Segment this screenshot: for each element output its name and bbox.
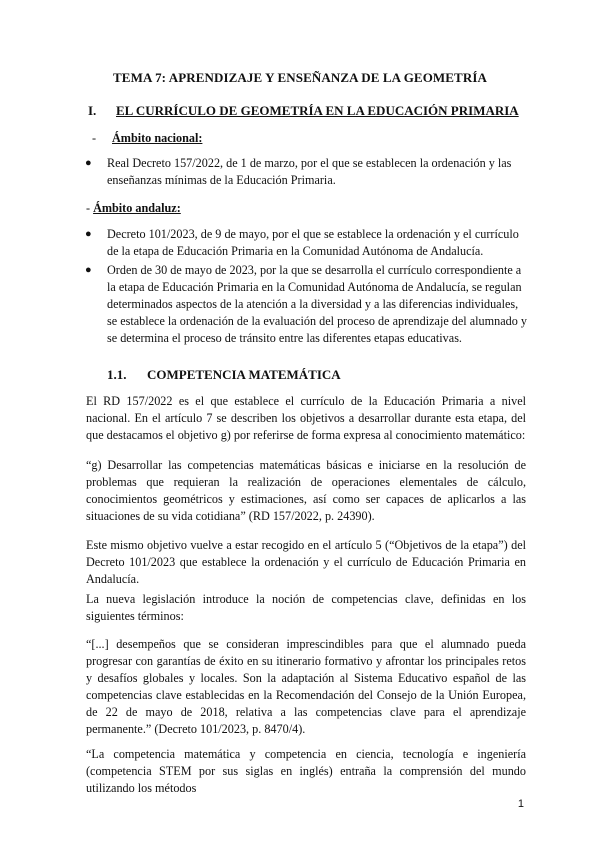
paragraph: Este mismo objetivo vuelve a estar recogido en el artículo 5 (“Objetivos de la etapa”) del Decreto 101/2023 que establece la ordenación y el currículo de Educación Primaria en Andalucía.	[86, 538, 526, 586]
list-item	[85, 155, 527, 189]
subheading-andaluz	[86, 201, 181, 216]
dash-marker: -	[92, 131, 97, 145]
section-title: EL CURRÍCULO DE GEOMETRÍA EN LA EDUCACIÓN PRIMARIA	[116, 103, 519, 118]
subheading-label: Ámbito andaluz:	[93, 201, 181, 215]
quote-paragraph: “[...] desempeños que se consideran imprescindibles para que el alumnado pueda progresar con garantías de éxito en su itinerario formativo y afrontar los principales retos y desafíos globales y locales. Son la adaptación al Sistema Educativo español de las competencias clave establecidas en la Recomendación del Consejo de la Unión Europea, de 22 de mayo de 2018, relativa a las competencias clave para el aprendizaje permanente.” (Decreto 101/2023, p. 8470/4).	[86, 637, 526, 736]
bullet-icon: ●	[85, 264, 92, 276]
page-number: 1	[517, 798, 524, 810]
dash-marker: -	[86, 201, 91, 215]
subheading-label: Ámbito nacional:	[112, 131, 203, 145]
section-heading-1	[88, 103, 519, 119]
list-item	[85, 262, 527, 347]
paragraph: La nueva legislación introduce la noción de competencias clave, definidas en los siguientes términos:	[86, 592, 526, 623]
quote-paragraph: “g) Desarrollar las competencias matemáticas básicas e iniciarse en la resolución de problemas que requieran la realización de operaciones elementales de cálculo, conocimientos geométricos y estimaciones, así como ser capaces de aplicarlos a las situaciones de su vida cotidiana” (RD 157/2022, p. 24390).	[86, 458, 526, 523]
section-number: 1.1.	[107, 367, 127, 382]
list-item	[85, 226, 527, 260]
bullet-icon: ●	[85, 157, 92, 169]
section-heading-1-1	[107, 367, 341, 383]
bullet-icon: ●	[85, 228, 92, 240]
section-number: I.	[88, 103, 97, 118]
subheading-nacional	[92, 131, 202, 146]
document-title: TEMA 7: APRENDIZAJE Y ENSEÑANZA DE LA GEOMETRÍA	[113, 70, 487, 85]
paragraph: El RD 157/2022 es el que establece el currículo de la Educación Primaria a nivel nacional. En el artículo 7 se describen los objetivos a desarrollar durante esta etapa, del que destacamos el objetivo g) por referirse de forma expresa al conocimiento matemático:	[86, 394, 526, 442]
list-item-text: Orden de 30 de mayo de 2023, por la que se desarrolla el currículo correspondiente a la etapa de Educación Primaria en la Comunidad Autónoma de Andalucía, se regulan determinados aspectos de la atención a la diversidad y a las diferencias individuales, se establece la ordenación de la evaluación del proceso de aprendizaje del alumnado y se determina el proceso de tránsito entre las diferentes etapas educativas.	[107, 263, 527, 345]
quote-paragraph: “La competencia matemática y competencia en ciencia, tecnología e ingeniería (competencia STEM por sus siglas en inglés) entraña la comprensión del mundo utilizando los métodos	[86, 747, 526, 795]
list-item-text: Decreto 101/2023, de 9 de mayo, por el que se establece la ordenación y el currículo de la etapa de Educación Primaria en la Comunidad Autónoma de Andalucía.	[107, 227, 519, 258]
list-item-text: Real Decreto 157/2022, de 1 de marzo, por el que se establecen la ordenación y las enseñanzas mínimas de la Educación Primaria.	[107, 156, 512, 187]
section-title: COMPETENCIA MATEMÁTICA	[147, 367, 341, 382]
